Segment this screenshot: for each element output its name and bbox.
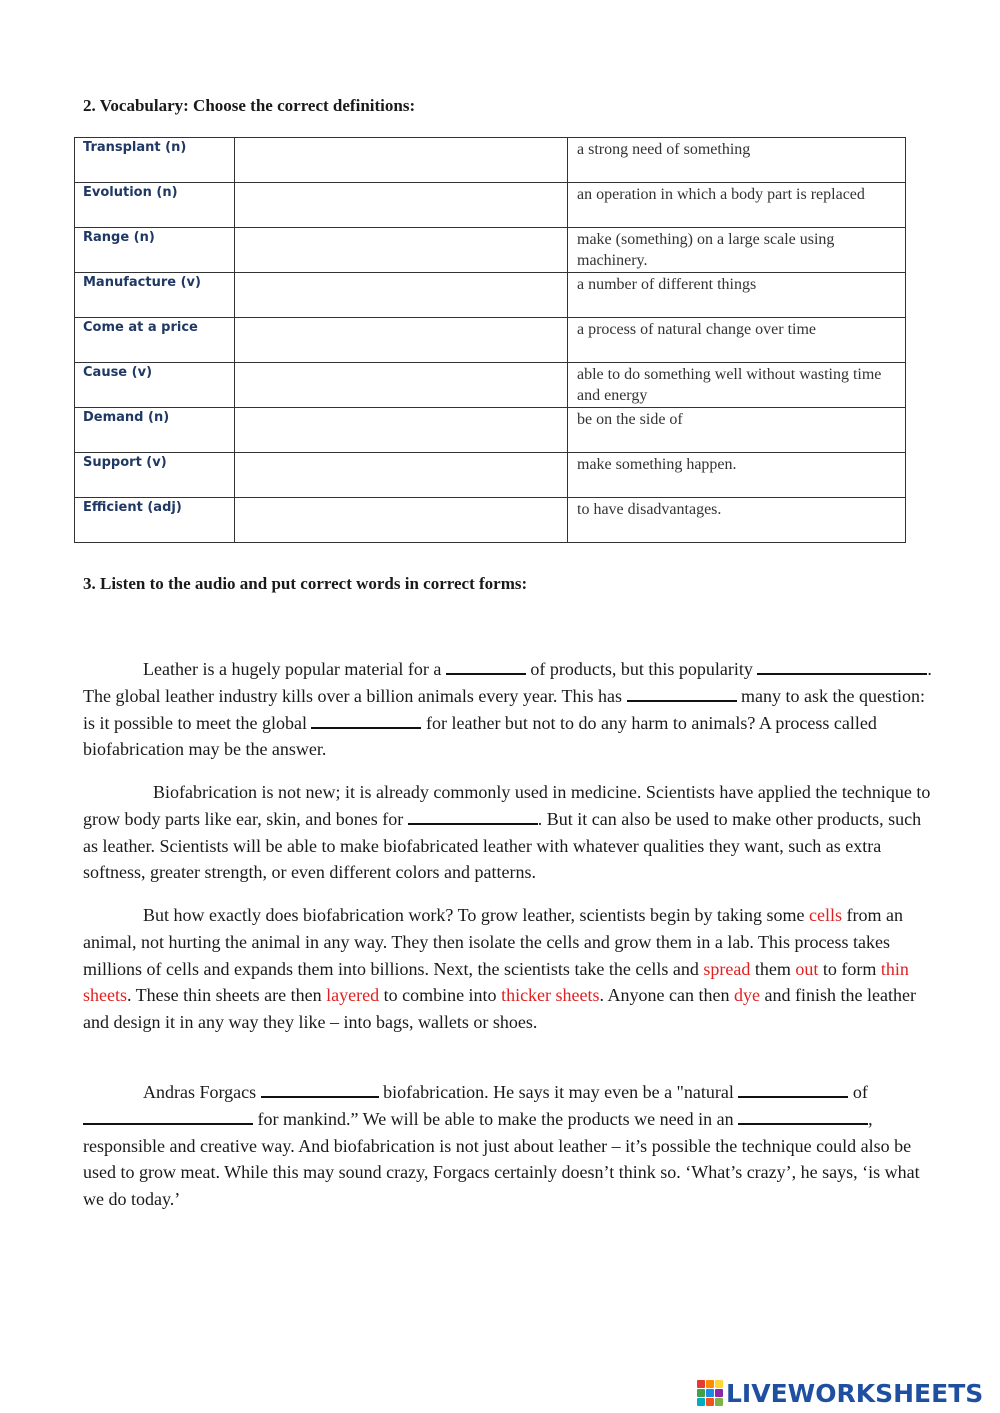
logo-square xyxy=(706,1398,714,1406)
vocab-row xyxy=(75,363,906,408)
paragraph-2: Biofabrication is not new; it is already commonly used in medicine. Scientists have applied the technique to grow body parts like ear, skin, and bones for . But it can also be used to make other products, such as leather. Scientists will be able to make biofabricated leather with whatever qualities they want, such as extra softness, greater strength, or even different colors and patterns. xyxy=(83,782,931,883)
vocab-term: Support (v) xyxy=(75,453,235,498)
answer-cell[interactable] xyxy=(235,363,568,408)
vocab-term: Efficient (adj) xyxy=(75,498,235,543)
blank-input[interactable] xyxy=(627,684,737,702)
vocab-row xyxy=(75,228,906,273)
blank-input[interactable] xyxy=(738,1080,848,1098)
liveworksheets-icon xyxy=(697,1380,723,1406)
answer-cell[interactable] xyxy=(235,228,568,273)
logo-text: LIVEWORKSHEETS xyxy=(726,1378,984,1408)
vocab-definition: make (something) on a large scale using machinery. xyxy=(568,228,906,273)
answer-cell[interactable] xyxy=(235,408,568,453)
vocab-term: Demand (n) xyxy=(75,408,235,453)
blank-input[interactable] xyxy=(83,1107,253,1125)
answer-cell[interactable] xyxy=(235,318,568,363)
vocab-term: Come at a price xyxy=(75,318,235,363)
logo-square xyxy=(706,1389,714,1397)
answer-cell[interactable] xyxy=(235,498,568,543)
answer-cell[interactable] xyxy=(235,453,568,498)
vocabulary-table xyxy=(74,137,906,543)
blank-input[interactable] xyxy=(261,1080,379,1098)
vocab-term: Transplant (n) xyxy=(75,138,235,183)
vocab-definition: make something happen. xyxy=(568,453,906,498)
vocab-definition: to have disadvantages. xyxy=(568,498,906,543)
liveworksheets-logo xyxy=(697,1378,983,1408)
vocab-row xyxy=(75,318,906,363)
logo-square xyxy=(715,1398,723,1406)
vocab-row xyxy=(75,408,906,453)
paragraph-4: Andras Forgacs biofabrication. He says it may even be a "natural of for mankind.” We will be able to make the products we need in an , responsible and creative way. And biofabrication is not just about leather – it’s possible the technique could also be used to grow meat. While this may sound crazy, Forgacs certainly doesn’t think so. ‘What’s crazy’, he says, ‘is what we do today.’ xyxy=(83,1082,920,1210)
vocab-row xyxy=(75,453,906,498)
vocab-row xyxy=(75,138,906,183)
paragraph-3: But how exactly does biofabrication work? To grow leather, scientists begin by taking some cells from an animal, not hurting the animal in any way. They then isolate the cells and grow them in a lab. This process takes millions of cells and expands them into billions. Next, the scientists take the cells and spread them out to form thin sheets. These thin sheets are then layered to combine into thicker sheets. Anyone can then dye and finish the leather and design it in any way they like – into bags, wallets or shoes. xyxy=(83,905,916,1033)
blank-input[interactable] xyxy=(738,1107,868,1125)
answer-cell[interactable] xyxy=(235,273,568,318)
logo-square xyxy=(697,1398,705,1406)
answer-cell[interactable] xyxy=(235,138,568,183)
vocabulary-heading: 2. Vocabulary: Choose the correct definitions: xyxy=(83,96,416,115)
vocab-definition: an operation in which a body part is replaced xyxy=(568,183,906,228)
answer-cell[interactable] xyxy=(235,183,568,228)
logo-square xyxy=(697,1380,705,1388)
vocab-definition: a process of natural change over time xyxy=(568,318,906,363)
logo-square xyxy=(715,1389,723,1397)
vocab-row xyxy=(75,183,906,228)
vocab-term: Evolution (n) xyxy=(75,183,235,228)
vocab-definition: a strong need of something xyxy=(568,138,906,183)
blank-input[interactable] xyxy=(408,807,538,825)
logo-square xyxy=(706,1380,714,1388)
vocab-definition: a number of different things xyxy=(568,273,906,318)
blank-input[interactable] xyxy=(446,657,526,675)
vocab-term: Manufacture (v) xyxy=(75,273,235,318)
listening-heading: 3. Listen to the audio and put correct words in correct forms: xyxy=(83,574,528,593)
vocab-term: Cause (v) xyxy=(75,363,235,408)
vocab-row xyxy=(75,498,906,543)
logo-square xyxy=(715,1380,723,1388)
blank-input[interactable] xyxy=(757,657,927,675)
logo-square xyxy=(697,1389,705,1397)
vocab-definition: able to do something well without wasting time and energy xyxy=(568,363,906,408)
vocab-definition: be on the side of xyxy=(568,408,906,453)
blank-input[interactable] xyxy=(311,711,421,729)
paragraph-1: Leather is a hugely popular material for a of products, but this popularity . The global leather industry kills over a billion animals every year. This has many to ask the question: is it possible to meet the global for leather but not to do any harm to animals? A process called biofabrication may be the answer. xyxy=(83,659,932,760)
vocab-term: Range (n) xyxy=(75,228,235,273)
vocab-row xyxy=(75,273,906,318)
